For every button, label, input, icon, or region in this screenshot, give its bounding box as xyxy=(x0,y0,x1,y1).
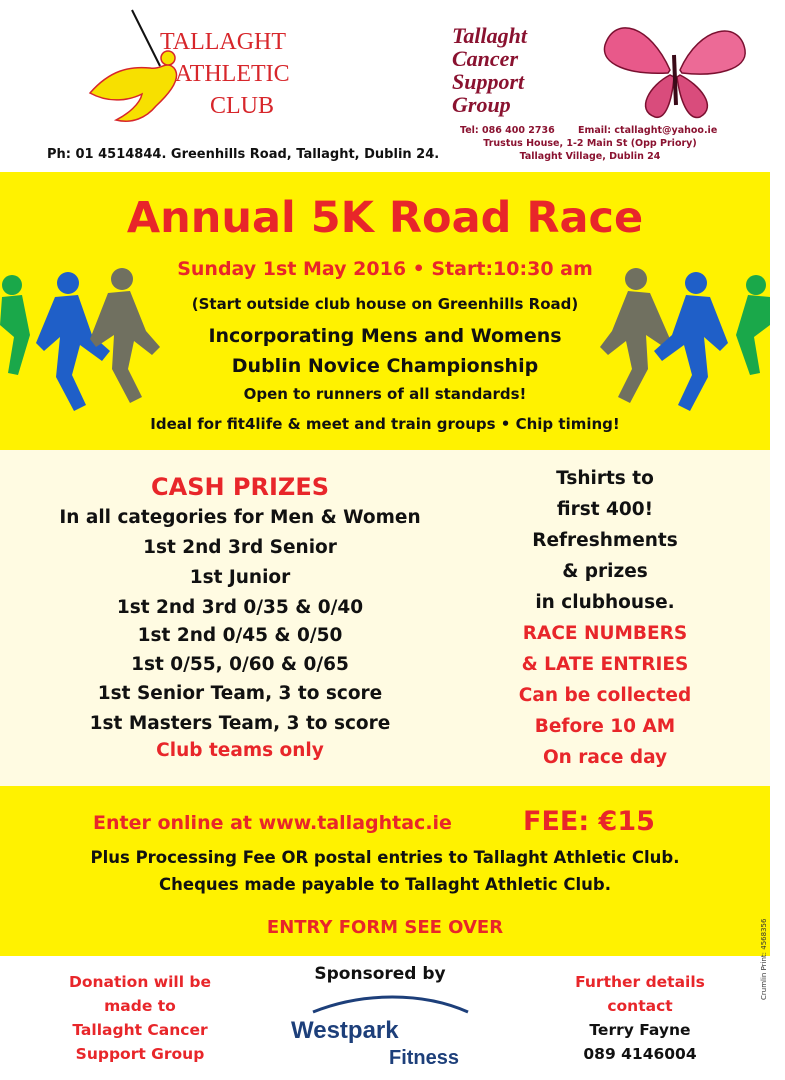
extras-line: first 400! xyxy=(556,499,654,520)
ideal-for-line: Ideal for fit4life & meet and train groups • Chip timing! xyxy=(150,415,620,433)
race-numbers-line: Before 10 AM xyxy=(534,716,676,737)
support-group-line2: Cancer xyxy=(452,46,518,71)
extras-line: Tshirts to xyxy=(556,468,654,489)
event-date-time: Sunday 1st May 2016 • Start:10:30 am xyxy=(177,258,593,280)
sponsor-name-1: Westpark xyxy=(291,1017,399,1044)
sponsor-name-2: Fitness xyxy=(389,1047,460,1069)
club-name-line1: TALLAGHT xyxy=(160,29,287,55)
support-address-line1: Trustus House, 1-2 Main St (Opp Priory) xyxy=(483,138,697,149)
race-numbers-line: & LATE ENTRIES xyxy=(521,654,689,675)
sponsored-by: Sponsored by xyxy=(314,964,446,984)
contact-name: Terry Fayne xyxy=(589,1021,691,1039)
cheques-line: Cheques made payable to Tallaght Athletic Club. xyxy=(159,875,611,894)
prize-line: 1st 2nd 0/45 & 0/50 xyxy=(137,625,343,646)
printer-credit: Crumlin Print: 4568356 xyxy=(760,918,768,1000)
entry-fee: FEE: €15 xyxy=(523,806,655,837)
entry-form-note: ENTRY FORM SEE OVER xyxy=(266,917,504,938)
prize-line: In all categories for Men & Women xyxy=(59,507,421,528)
butterfly-icon xyxy=(600,15,750,125)
club-contact: Ph: 01 4514844. Greenhills Road, Tallaght, Dublin 24. xyxy=(47,147,440,162)
event-title: Annual 5K Road Race xyxy=(126,193,644,243)
race-numbers-line: On race day xyxy=(542,747,668,768)
prize-line: 1st 2nd 3rd Senior xyxy=(143,537,337,558)
donation-line: made to xyxy=(104,997,176,1015)
support-phone: Tel: 086 400 2736 xyxy=(460,125,555,136)
prize-line: 1st Senior Team, 3 to score xyxy=(97,683,383,704)
prize-line: 1st Junior xyxy=(189,567,291,588)
race-numbers-line: RACE NUMBERS xyxy=(522,623,688,644)
donation-line: Donation will be xyxy=(68,973,212,991)
support-group-line4: Group xyxy=(452,92,511,117)
support-email: Email: ctallaght@yahoo.ie xyxy=(578,125,718,136)
race-numbers-line: Can be collected xyxy=(518,685,692,706)
club-teams-only: Club teams only xyxy=(156,740,324,761)
incorporating-line: Incorporating Mens and Womens xyxy=(208,325,562,347)
club-name-line2: ATHLETIC xyxy=(175,61,290,87)
extras-line: in clubhouse. xyxy=(535,592,675,613)
extras-line: Refreshments xyxy=(532,530,678,551)
prize-line: 1st Masters Team, 3 to score xyxy=(89,713,391,734)
swoosh-icon xyxy=(313,997,468,1012)
extras-line: & prizes xyxy=(562,561,648,582)
championship-line: Dublin Novice Championship xyxy=(231,355,539,377)
enter-online-link[interactable]: Enter online at www.tallaghtac.ie xyxy=(93,812,452,834)
donation-line: Support Group xyxy=(75,1045,205,1063)
sponsor-logo xyxy=(283,990,483,1070)
further-line: Further details xyxy=(575,973,705,991)
support-address-line2: Tallaght Village, Dublin 24 xyxy=(519,151,661,162)
processing-fee-line: Plus Processing Fee OR postal entries to Tallaght Athletic Club. xyxy=(90,848,680,867)
prize-line: 1st 0/55, 0/60 & 0/65 xyxy=(131,654,349,675)
open-to-all-line: Open to runners of all standards! xyxy=(243,385,527,403)
contact-phone: 089 4146004 xyxy=(583,1045,697,1063)
further-line: contact xyxy=(607,997,673,1015)
donation-line: Tallaght Cancer xyxy=(72,1021,208,1039)
further-details xyxy=(540,970,740,1066)
club-name-line3: CLUB xyxy=(210,93,275,119)
start-location: (Start outside club house on Greenhills Road) xyxy=(191,295,579,313)
support-group-line1: Tallaght xyxy=(452,23,527,48)
cash-prizes-heading: CASH PRIZES xyxy=(151,473,329,501)
prize-line: 1st 2nd 3rd 0/35 & 0/40 xyxy=(116,597,364,618)
donation-note xyxy=(40,970,240,1066)
support-group-line3: Support xyxy=(452,69,525,94)
